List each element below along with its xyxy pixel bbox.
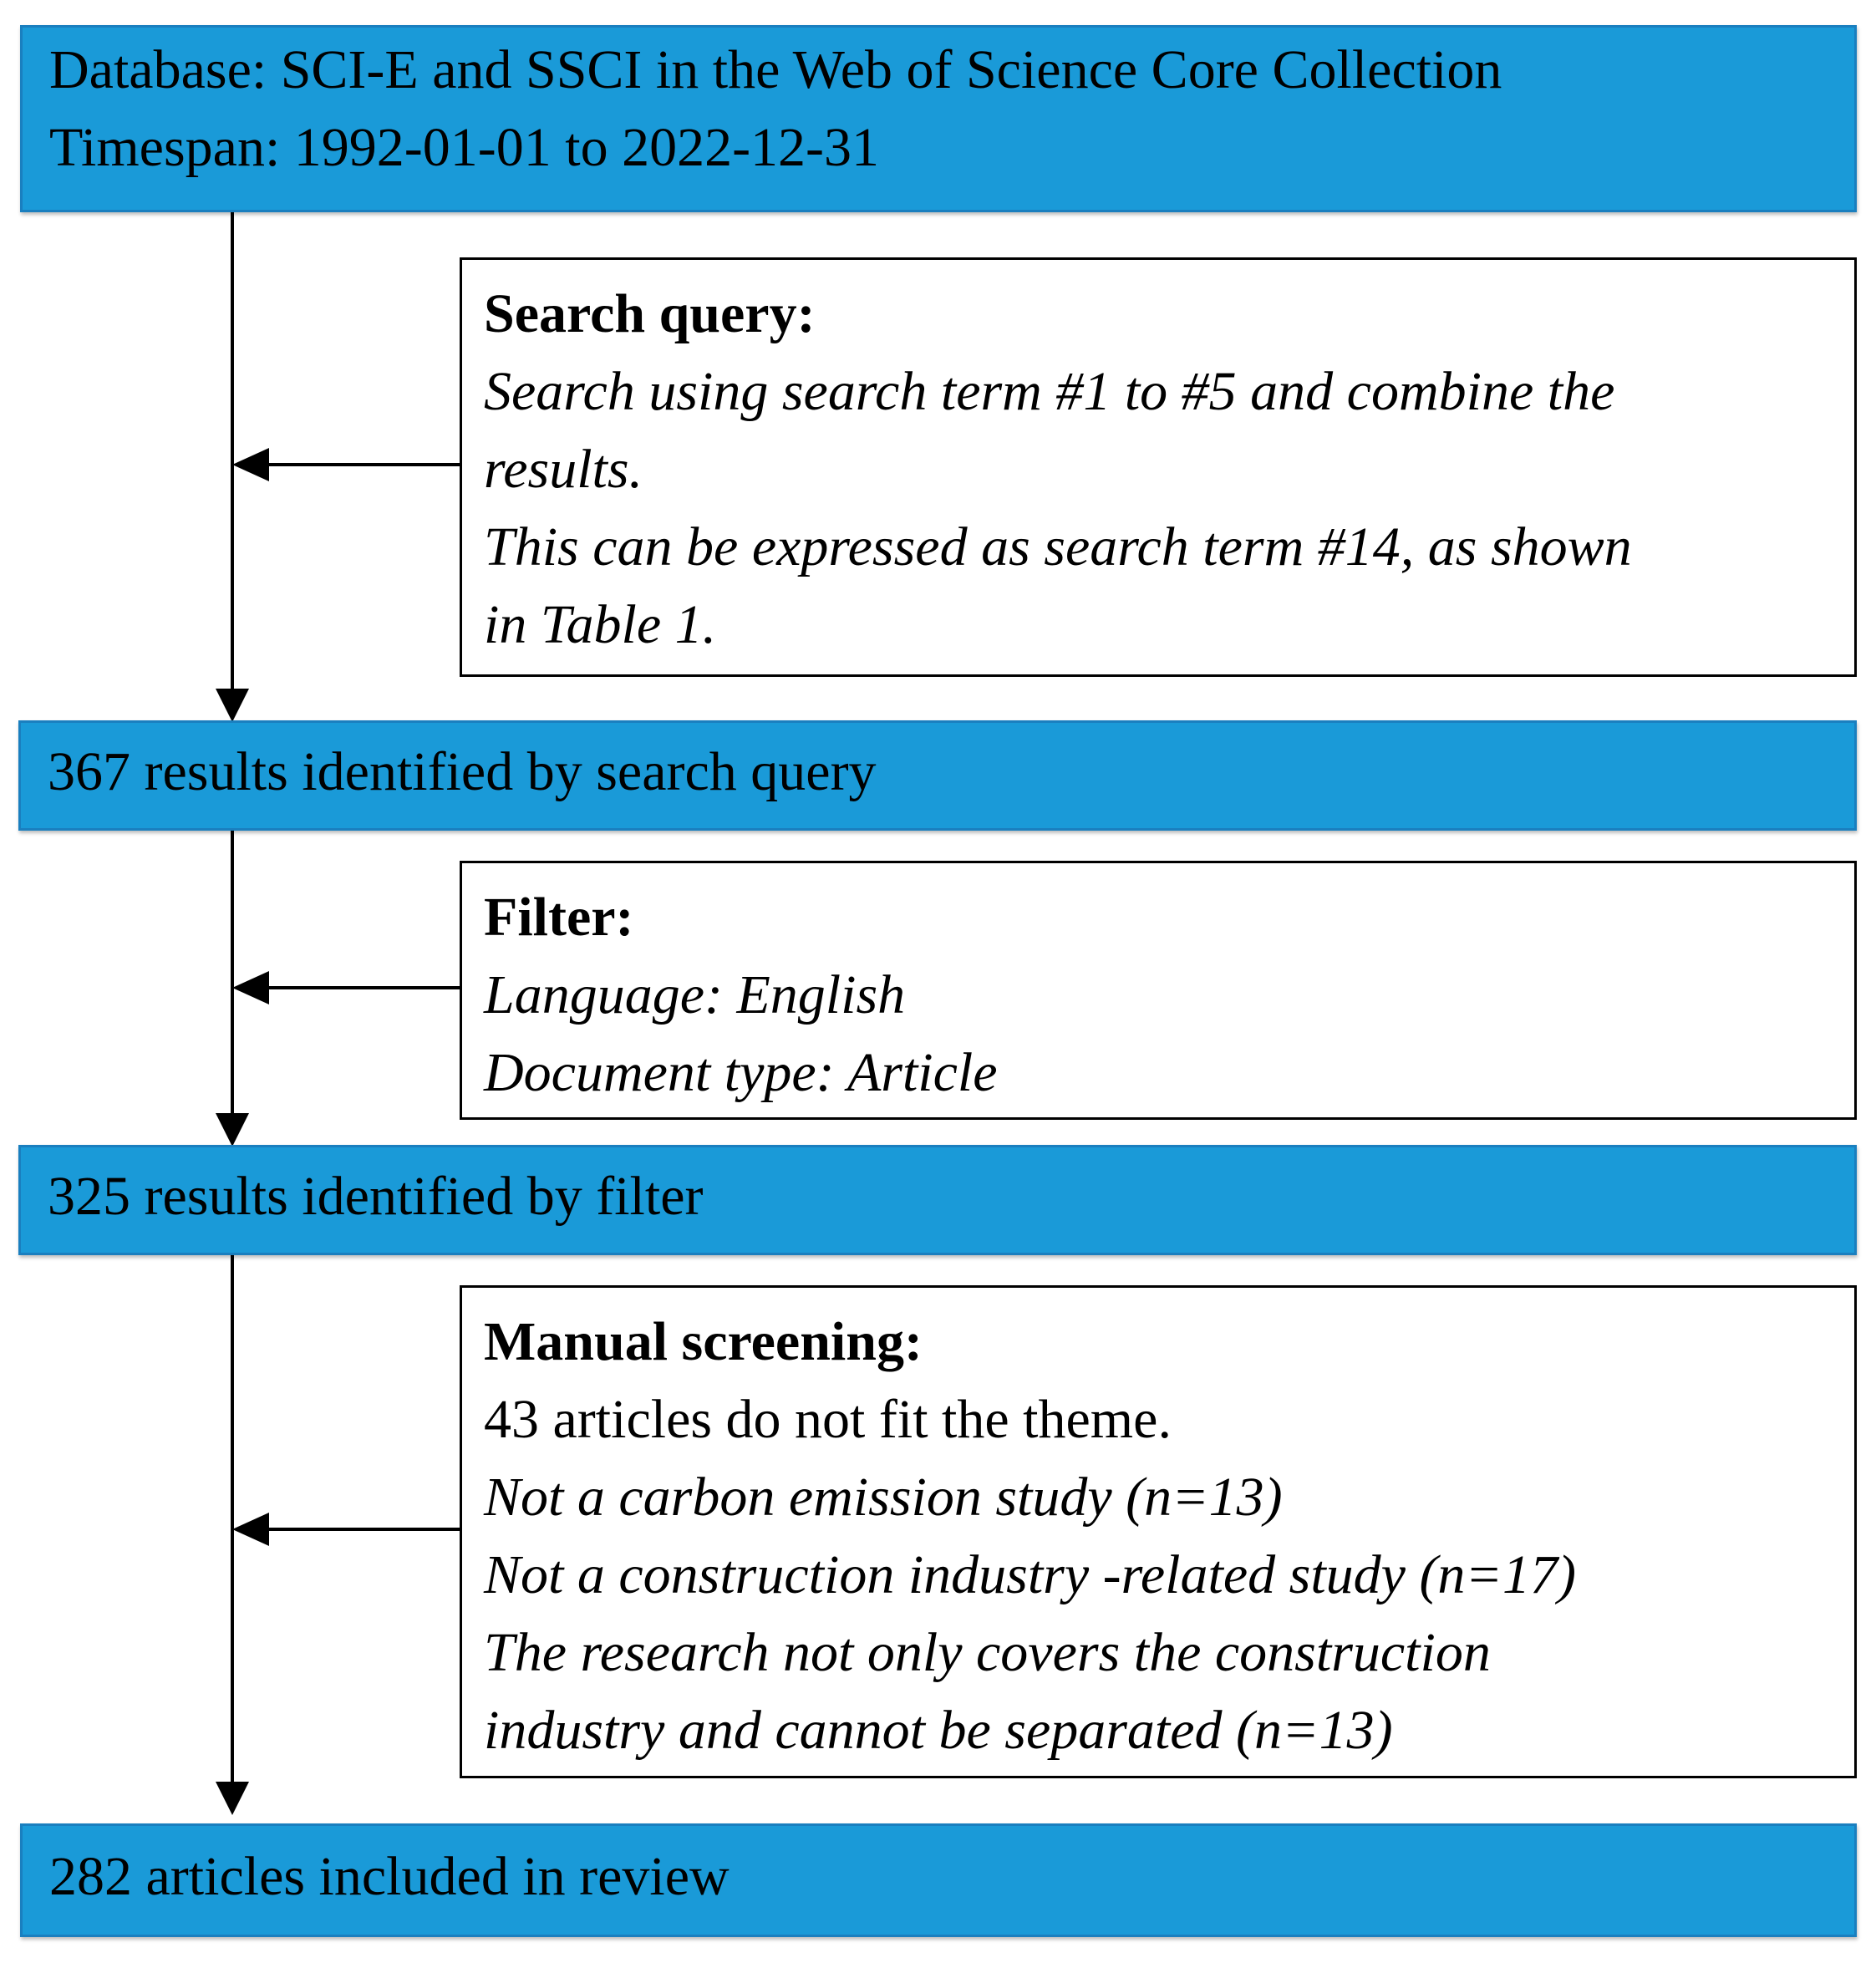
search-query-line-4: in Table 1. bbox=[484, 594, 717, 655]
exclusion-not-separable-line-1: The research not only covers the construction bbox=[484, 1622, 1491, 1683]
search-query-line-2: results. bbox=[484, 439, 643, 500]
arrow-down-to-filter-results bbox=[216, 1113, 249, 1147]
manual-screening-box bbox=[460, 1285, 1857, 1778]
search-query-box bbox=[460, 257, 1857, 677]
database-line: Database: SCI-E and SSCI in the Web of Science Core Collection bbox=[49, 39, 1502, 100]
connector-search-query bbox=[267, 463, 461, 466]
search-query-line-1: Search using search term #1 to #5 and combine the bbox=[484, 361, 1615, 422]
search-query-heading: Search query: bbox=[484, 283, 816, 344]
search-query-line-3: This can be expressed as search term #14, as shown bbox=[484, 516, 1632, 577]
filter-box bbox=[460, 861, 1857, 1120]
connector-filter bbox=[267, 986, 461, 989]
filter-document-type: Document type: Article bbox=[484, 1042, 998, 1103]
arrow-left-search-query bbox=[232, 448, 269, 481]
connector-manual-screening bbox=[267, 1528, 461, 1531]
arrow-left-manual-screening bbox=[232, 1513, 269, 1546]
filter-results-text: 325 results identified by filter bbox=[48, 1166, 704, 1227]
search-results-box bbox=[18, 720, 1857, 831]
timespan-line: Timespan: 1992-01-01 to 2022-12-31 bbox=[49, 117, 880, 178]
arrow-left-filter bbox=[232, 971, 269, 1004]
exclusion-not-separable-line-2: industry and cannot be separated (n=13) bbox=[484, 1700, 1393, 1761]
search-results-text: 367 results identified by search query bbox=[48, 741, 877, 802]
filter-results-box bbox=[18, 1145, 1857, 1255]
manual-screening-count: 43 articles do not fit the theme. bbox=[484, 1389, 1172, 1450]
filter-language: Language: English bbox=[484, 964, 906, 1025]
arrow-down-to-search-results bbox=[216, 689, 249, 722]
final-articles-box bbox=[20, 1823, 1857, 1937]
final-articles-text: 282 articles included in review bbox=[49, 1846, 730, 1907]
exclusion-not-carbon: Not a carbon emission study (n=13) bbox=[484, 1467, 1283, 1528]
filter-heading: Filter: bbox=[484, 887, 634, 948]
arrow-down-to-final-results bbox=[216, 1782, 249, 1815]
database-box bbox=[20, 25, 1857, 212]
exclusion-not-construction: Not a construction industry -related study (n=17) bbox=[484, 1544, 1576, 1605]
manual-screening-heading: Manual screening: bbox=[484, 1311, 923, 1372]
